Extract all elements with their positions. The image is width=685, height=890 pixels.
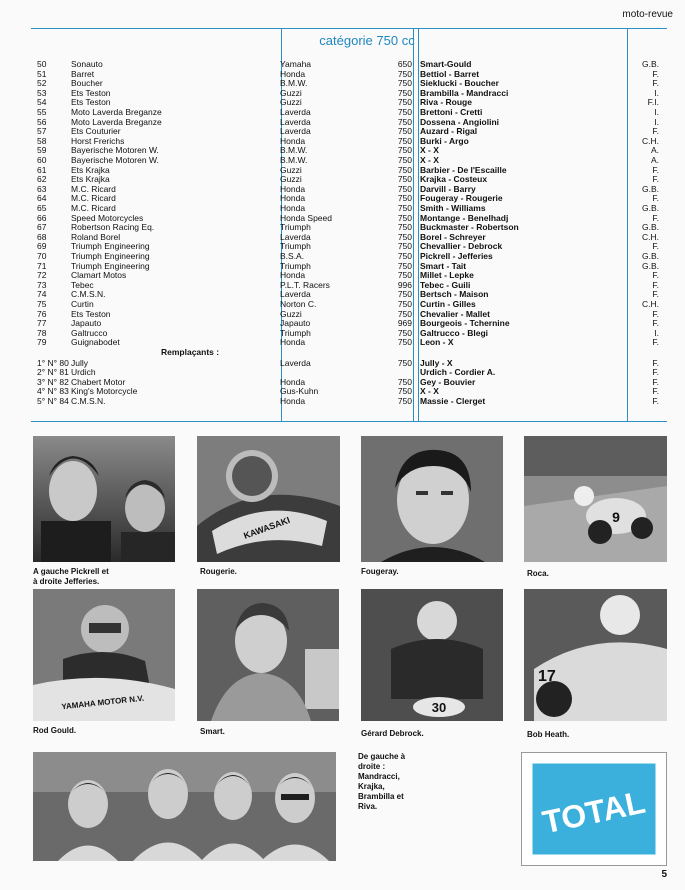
- page-number: 5: [661, 869, 667, 880]
- cell-team: Bayerische Motoren W.: [71, 155, 159, 165]
- cell-riders: Sieklucki - Boucher: [420, 78, 499, 89]
- cell-team: Horst Frerichs: [71, 135, 125, 146]
- table-row: [31, 377, 667, 387]
- cell-num: 65: [37, 203, 47, 213]
- category-title: catégorie 750 cc: [319, 33, 415, 48]
- cell-team: Moto Laverda Breganze: [71, 116, 162, 127]
- cell-cc: 750: [397, 78, 412, 89]
- table-row: [31, 328, 667, 338]
- bike-number: 30: [431, 700, 447, 715]
- caption-gerard-debrock: Gérard Debrock.: [361, 729, 424, 738]
- photo-fougeray: [361, 436, 503, 562]
- cell-nat: C.H.: [642, 135, 659, 146]
- cell-make: Honda: [280, 396, 306, 406]
- cell-cc: 750: [397, 135, 412, 146]
- cell-num: 68: [37, 231, 47, 242]
- photo-gerard-debrock: [361, 589, 503, 721]
- cell-riders: Bertsch - Maison: [420, 289, 489, 300]
- cell-cc: 750: [397, 337, 412, 348]
- cell-nat: F.: [652, 308, 659, 319]
- cell-team: King's Motorcycle: [71, 386, 138, 397]
- cell-nat: F.: [652, 279, 659, 290]
- fairing-text: YAMAHA MOTOR N.V.: [61, 693, 145, 712]
- cell-team: Chabert Motor: [71, 376, 126, 387]
- cell-cc: 750: [397, 203, 412, 213]
- cell-make: Laverda: [280, 107, 311, 117]
- cell-riders: Tebec - Guili: [420, 279, 471, 290]
- cell-team: Japauto: [71, 318, 102, 329]
- cell-make: B.M.W.: [280, 145, 308, 156]
- cell-cc: 750: [397, 155, 412, 165]
- table-row: [31, 386, 667, 396]
- cell-nat: C.H.: [642, 231, 659, 242]
- cell-num: 71: [37, 260, 47, 271]
- cell-make: P.L.T. Racers: [280, 279, 330, 290]
- cell-num: 4° N° 83: [37, 386, 69, 397]
- replacements-title: Remplaçants :: [161, 347, 220, 357]
- table-row: [31, 69, 667, 79]
- photo-bob-heath: [524, 589, 667, 721]
- table-row: [31, 184, 667, 194]
- caption-roca: Roca.: [527, 569, 549, 578]
- cell-riders: Smart - Tait: [420, 260, 467, 271]
- cell-make: Guzzi: [280, 87, 302, 98]
- cell-riders: Chevallier - Debrock: [420, 241, 503, 252]
- cell-riders: Buckmaster - Robertson: [420, 222, 519, 233]
- table-row: [31, 117, 667, 127]
- cell-make: Guzzi: [280, 308, 302, 319]
- cell-num: 67: [37, 222, 47, 233]
- table-row: [31, 193, 667, 203]
- cell-team: Jully: [71, 357, 89, 368]
- caption-rougerie: Rougerie.: [200, 567, 237, 576]
- caption-bob-heath: Bob Heath.: [527, 730, 570, 739]
- cell-team: Boucher: [71, 78, 103, 89]
- cell-nat: F.: [652, 289, 659, 300]
- cell-num: 70: [37, 251, 47, 261]
- cell-team: Moto Laverda Breganze: [71, 107, 162, 117]
- cell-cc: 750: [397, 327, 412, 338]
- table-row: [31, 174, 667, 184]
- cell-make: Honda: [280, 135, 306, 146]
- table-row: [31, 88, 667, 98]
- cell-num: 73: [37, 279, 47, 290]
- cell-cc: 969: [397, 318, 412, 329]
- cell-make: Guzzi: [280, 164, 302, 175]
- cell-num: 79: [37, 337, 47, 348]
- cell-team: Ets Krajka: [71, 174, 110, 185]
- cell-make: Laverda: [280, 126, 311, 137]
- cell-make: Laverda: [280, 289, 311, 300]
- cell-num: 60: [37, 155, 47, 165]
- cell-riders: Leon - X: [420, 337, 454, 348]
- cell-make: Honda: [280, 376, 306, 387]
- cell-riders: Gey - Bouvier: [420, 376, 476, 387]
- caption-rod-gould: Rod Gould.: [33, 726, 77, 735]
- cell-cc: 750: [397, 183, 412, 194]
- cell-nat: F.: [652, 337, 659, 348]
- cell-cc: 750: [397, 289, 412, 300]
- cell-nat: G.B.: [641, 251, 659, 261]
- cell-cc: 996: [397, 279, 412, 290]
- cell-cc: 750: [397, 270, 412, 281]
- cell-cc: 750: [397, 299, 412, 309]
- cell-nat: F.: [652, 164, 659, 175]
- total-advert: [521, 752, 667, 866]
- cell-nat: F.: [652, 318, 659, 329]
- cell-num: 57: [37, 126, 47, 137]
- tank-text: KAWASAKI: [242, 514, 292, 541]
- cell-riders: Barbier - De l'Escaille: [420, 164, 507, 175]
- cell-nat: I.: [654, 327, 659, 338]
- cell-team: Speed Motorcycles: [71, 212, 144, 223]
- cell-num: 53: [37, 87, 47, 98]
- cell-make: Laverda: [280, 357, 311, 368]
- table-row: [31, 222, 667, 232]
- table-row: [31, 107, 667, 117]
- bike-number: 17: [538, 668, 556, 685]
- cell-make: B.M.W.: [280, 155, 308, 165]
- cell-team: C.M.S.N.: [71, 289, 106, 300]
- cell-nat: F.: [652, 270, 659, 281]
- cell-riders: Auzard - Rigal: [420, 126, 478, 137]
- cell-num: 2° N° 81: [37, 367, 69, 378]
- cell-nat: I.: [654, 107, 659, 117]
- cell-make: B.S.A.: [280, 251, 305, 261]
- cell-team: M.C. Ricard: [71, 193, 116, 204]
- cell-cc: 750: [397, 145, 412, 156]
- cell-riders: Darvill - Barry: [420, 183, 476, 194]
- cell-riders: Galtrucco - Blegi: [420, 327, 489, 338]
- cell-nat: F.: [652, 396, 659, 406]
- cell-make: Guzzi: [280, 97, 302, 108]
- table-row: [31, 358, 667, 368]
- cell-team: Sonauto: [71, 59, 103, 69]
- cell-team: Triumph Engineering: [71, 251, 150, 261]
- cell-num: 66: [37, 212, 47, 223]
- cell-nat: G.B.: [641, 203, 659, 213]
- cell-team: Galtrucco: [71, 327, 108, 338]
- cell-team: Curtin: [71, 299, 94, 309]
- cell-make: Honda: [280, 68, 306, 79]
- cell-num: 1° N° 80: [37, 357, 69, 368]
- cell-riders: Bettiol - Barret: [420, 68, 480, 79]
- cell-make: Honda: [280, 183, 306, 194]
- cell-team: Triumph Engineering: [71, 260, 150, 271]
- cell-num: 64: [37, 193, 47, 204]
- table-row: [31, 78, 667, 88]
- cell-make: Guzzi: [280, 174, 302, 185]
- entry-table: [31, 28, 667, 422]
- caption-group: De gauche à droite : Mandracci, Krajka, Brambilla et Riva.: [358, 752, 406, 811]
- cell-riders: X - X: [420, 155, 439, 165]
- cell-riders: Krajka - Costeux: [420, 174, 488, 185]
- table-row: [31, 318, 667, 328]
- cell-make: Triumph: [280, 327, 311, 338]
- cell-nat: G.B.: [641, 183, 659, 194]
- cell-num: 75: [37, 299, 47, 309]
- cell-team: Robertson Racing Eq.: [71, 222, 155, 233]
- cell-make: Triumph: [280, 260, 311, 271]
- cell-num: 59: [37, 145, 47, 156]
- table-row: [31, 241, 667, 251]
- table-row: [31, 396, 667, 406]
- photo-pickrell-jefferies: [33, 436, 175, 562]
- cell-nat: A.: [650, 145, 659, 156]
- cell-riders: Fougeray - Rougerie: [420, 193, 503, 204]
- table-row: [31, 367, 667, 377]
- cell-cc: 750: [397, 308, 412, 319]
- table-row: [31, 337, 667, 347]
- cell-riders: Bourgeois - Tchernine: [420, 318, 510, 329]
- cell-riders: Burki - Argo: [420, 135, 469, 146]
- cell-nat: G.B.: [641, 222, 659, 233]
- cell-num: 55: [37, 107, 47, 117]
- cell-team: Tebec: [71, 279, 94, 290]
- table-row: [31, 136, 667, 146]
- cell-cc: 750: [397, 376, 412, 387]
- cell-nat: F.: [652, 212, 659, 223]
- cell-make: Laverda: [280, 231, 311, 242]
- cell-num: 54: [37, 97, 47, 108]
- cell-nat: I.: [654, 116, 659, 127]
- cell-cc: 750: [397, 68, 412, 79]
- cell-make: Honda Speed: [280, 212, 332, 223]
- cell-team: Clamart Motos: [71, 270, 127, 281]
- cell-riders: Massie - Clerget: [420, 396, 486, 406]
- table-row: [31, 59, 667, 69]
- cell-cc: 750: [397, 97, 412, 108]
- table-row: [31, 261, 667, 271]
- cell-cc: 750: [397, 241, 412, 252]
- cell-team: Roland Borel: [71, 231, 121, 242]
- cell-make: B.M.W.: [280, 78, 308, 89]
- cell-riders: Smart-Gould: [420, 59, 472, 69]
- cell-num: 74: [37, 289, 47, 300]
- cell-cc: 750: [397, 251, 412, 261]
- photo-group: [33, 752, 336, 861]
- table-row: [31, 299, 667, 309]
- cell-nat: G.B.: [641, 260, 659, 271]
- cell-team: Triumph Engineering: [71, 241, 150, 252]
- cell-riders: Urdich - Cordier A.: [420, 367, 496, 378]
- table-row: [31, 97, 667, 107]
- table-row: [31, 232, 667, 242]
- cell-riders: Montange - Benelhadj: [420, 212, 509, 223]
- cell-num: 50: [37, 59, 47, 69]
- table-row: [31, 289, 667, 299]
- cell-cc: 650: [397, 59, 412, 69]
- cell-riders: Chevalier - Mallet: [420, 308, 490, 319]
- caption-fougeray: Fougeray.: [361, 567, 399, 576]
- cell-make: Triumph: [280, 241, 311, 252]
- cell-nat: F.: [652, 174, 659, 185]
- table-row: [31, 213, 667, 223]
- cell-riders: X - X: [420, 386, 439, 397]
- cell-team: C.M.S.N.: [71, 396, 106, 406]
- cell-riders: Dossena - Angiolini: [420, 116, 500, 127]
- cell-cc: 750: [397, 87, 412, 98]
- photo-smart: [197, 589, 339, 721]
- cell-make: Honda: [280, 203, 306, 213]
- table-row: [31, 155, 667, 165]
- cell-nat: F.: [652, 193, 659, 204]
- cell-team: M.C. Ricard: [71, 203, 116, 213]
- cell-nat: F.: [652, 386, 659, 397]
- cell-nat: F.: [652, 78, 659, 89]
- cell-riders: Curtin - Gilles: [420, 299, 476, 309]
- cell-make: Laverda: [280, 116, 311, 127]
- cell-riders: Smith - Williams: [420, 203, 486, 213]
- caption-smart: Smart.: [200, 727, 225, 736]
- cell-riders: Jully - X: [420, 357, 453, 368]
- cell-team: Guignabodet: [71, 337, 120, 348]
- cell-nat: F.: [652, 376, 659, 387]
- cell-team: Ets Teston: [71, 308, 111, 319]
- cell-num: 72: [37, 270, 47, 281]
- cell-team: Bayerische Motoren W.: [71, 145, 159, 156]
- cell-cc: 750: [397, 357, 412, 368]
- table-row: [31, 280, 667, 290]
- cell-nat: G.B.: [641, 59, 659, 69]
- cell-team: Ets Teston: [71, 87, 111, 98]
- cell-team: Ets Krajka: [71, 164, 110, 175]
- cell-num: 78: [37, 327, 47, 338]
- cell-cc: 750: [397, 212, 412, 223]
- cell-num: 56: [37, 116, 47, 127]
- cell-riders: Brambilla - Mandracci: [420, 87, 509, 98]
- cell-cc: 750: [397, 116, 412, 127]
- cell-make: Honda: [280, 193, 306, 204]
- cell-num: 51: [37, 68, 47, 79]
- cell-team: Ets Teston: [71, 97, 111, 108]
- cell-riders: Pickrell - Jefferies: [420, 251, 493, 261]
- table-row: [31, 309, 667, 319]
- publication-header: moto-revue: [622, 9, 673, 20]
- cell-cc: 750: [397, 386, 412, 397]
- cell-team: Barret: [71, 68, 95, 79]
- cell-riders: Brettoni - Cretti: [420, 107, 483, 117]
- cell-num: 58: [37, 135, 47, 146]
- table-row: [31, 251, 667, 261]
- cell-team: M.C. Ricard: [71, 183, 116, 194]
- cell-num: 61: [37, 164, 47, 175]
- cell-num: 77: [37, 318, 47, 329]
- cell-cc: 750: [397, 396, 412, 406]
- cell-num: 5° N° 84: [37, 396, 69, 406]
- photo-rod-gould: [33, 589, 175, 721]
- cell-cc: 750: [397, 193, 412, 204]
- table-row: [31, 145, 667, 155]
- photo-roca: [524, 436, 667, 562]
- cell-nat: A.: [650, 155, 659, 165]
- cell-cc: 750: [397, 107, 412, 117]
- cell-cc: 750: [397, 174, 412, 185]
- cell-num: 3° N° 82: [37, 376, 69, 387]
- cell-num: 63: [37, 183, 47, 194]
- photo-rougerie: [197, 436, 340, 562]
- cell-nat: F.: [652, 357, 659, 368]
- caption-pickrell-jefferies: A gauche Pickrell et à droite Jefferies.: [33, 567, 109, 586]
- cell-num: 69: [37, 241, 47, 252]
- cell-team: Urdich: [71, 367, 96, 378]
- cell-make: Yamaha: [280, 59, 312, 69]
- table-row: [31, 270, 667, 280]
- table-row: [31, 165, 667, 175]
- cell-cc: 750: [397, 260, 412, 271]
- cell-nat: F.: [652, 68, 659, 79]
- cell-nat: F.: [652, 367, 659, 378]
- cell-num: 62: [37, 174, 47, 185]
- cell-make: Norton C.: [280, 299, 317, 309]
- cell-nat: F.: [652, 126, 659, 137]
- bike-number: 9: [612, 509, 620, 525]
- cell-riders: X - X: [420, 145, 439, 156]
- total-logo-text: TOTAL: [539, 783, 649, 841]
- cell-team: Ets Couturier: [71, 126, 121, 137]
- cell-riders: Borel - Schreyer: [420, 231, 486, 242]
- cell-make: Honda: [280, 270, 306, 281]
- table-row: [31, 126, 667, 136]
- cell-nat: I.: [654, 87, 659, 98]
- cell-make: Honda: [280, 337, 306, 348]
- cell-riders: Riva - Rouge: [420, 97, 472, 108]
- cell-cc: 750: [397, 231, 412, 242]
- cell-nat: C.H.: [642, 299, 659, 309]
- cell-make: Gus-Kuhn: [280, 386, 319, 397]
- cell-num: 52: [37, 78, 47, 89]
- cell-make: Japauto: [280, 318, 311, 329]
- cell-num: 76: [37, 308, 47, 319]
- cell-nat: F.: [652, 241, 659, 252]
- table-row: [31, 203, 667, 213]
- cell-cc: 750: [397, 222, 412, 233]
- cell-cc: 750: [397, 126, 412, 137]
- cell-nat: F.I.: [647, 97, 659, 108]
- cell-cc: 750: [397, 164, 412, 175]
- cell-riders: Millet - Lepke: [420, 270, 474, 281]
- cell-make: Triumph: [280, 222, 311, 233]
